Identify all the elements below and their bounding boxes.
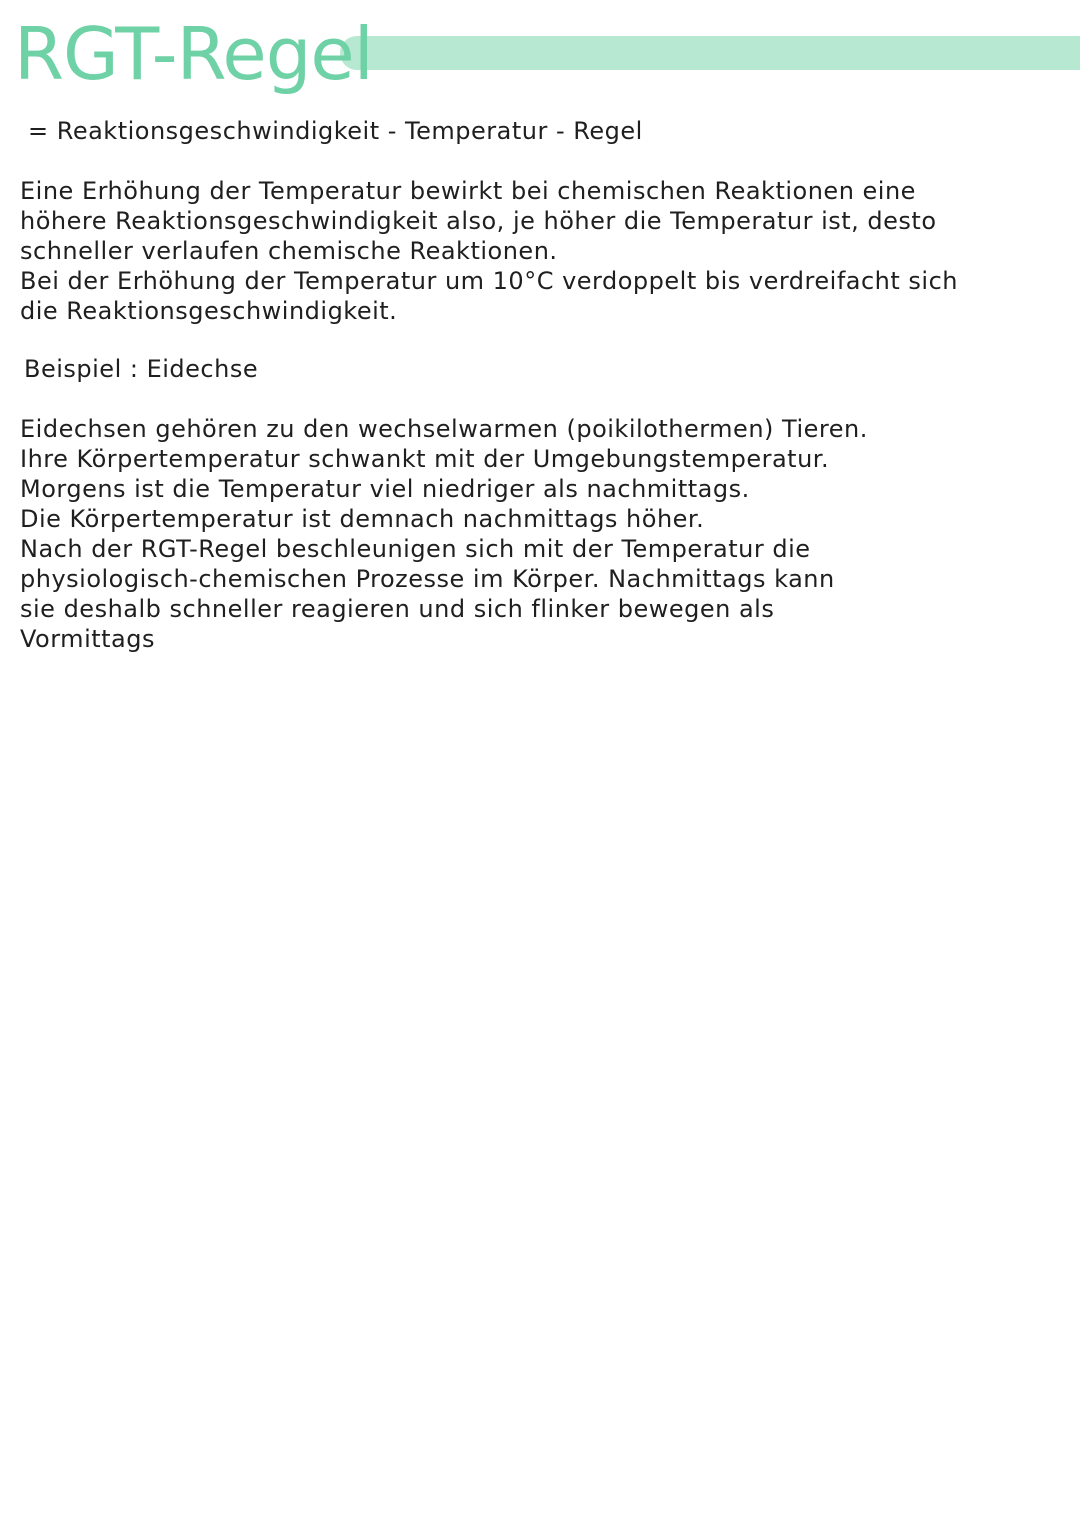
example-line: Ihre Körpertemperatur schwankt mit der Umgebungstemperatur. [20, 445, 830, 473]
page-title: RGT-Regel [14, 12, 373, 96]
example-line: sie deshalb schneller reagieren und sich flinker bewegen als [20, 595, 775, 623]
title-highlight-bar [340, 36, 1080, 70]
intro-line: schneller verlaufen chemische Reaktionen. [20, 237, 558, 265]
intro-line: die Reaktionsgeschwindigkeit. [20, 297, 398, 325]
intro-line: höhere Reaktionsgeschwindigkeit also, je höher die Temperatur ist, desto [20, 207, 937, 235]
example-line: Eidechsen gehören zu den wechselwarmen (poikilothermen) Tieren. [20, 415, 868, 443]
intro-line: Eine Erhöhung der Temperatur bewirkt bei chemischen Reaktionen eine [20, 177, 916, 205]
example-line: Die Körpertemperatur ist demnach nachmittags höher. [20, 505, 705, 533]
subtitle: = Reaktionsgeschwindigkeit - Temperatur - Regel [28, 117, 643, 145]
example-line: Nach der RGT-Regel beschleunigen sich mit der Temperatur die [20, 535, 811, 563]
intro-line: Bei der Erhöhung der Temperatur um 10°C verdoppelt bis verdreifacht sich [20, 267, 958, 295]
example-heading: Beispiel : Eidechse [24, 355, 259, 383]
example-line: Vormittags [20, 625, 155, 653]
example-line: Morgens ist die Temperatur viel niedriger als nachmittags. [20, 475, 750, 503]
example-line: physiologisch-chemischen Prozesse im Körper. Nachmittags kann [20, 565, 835, 593]
